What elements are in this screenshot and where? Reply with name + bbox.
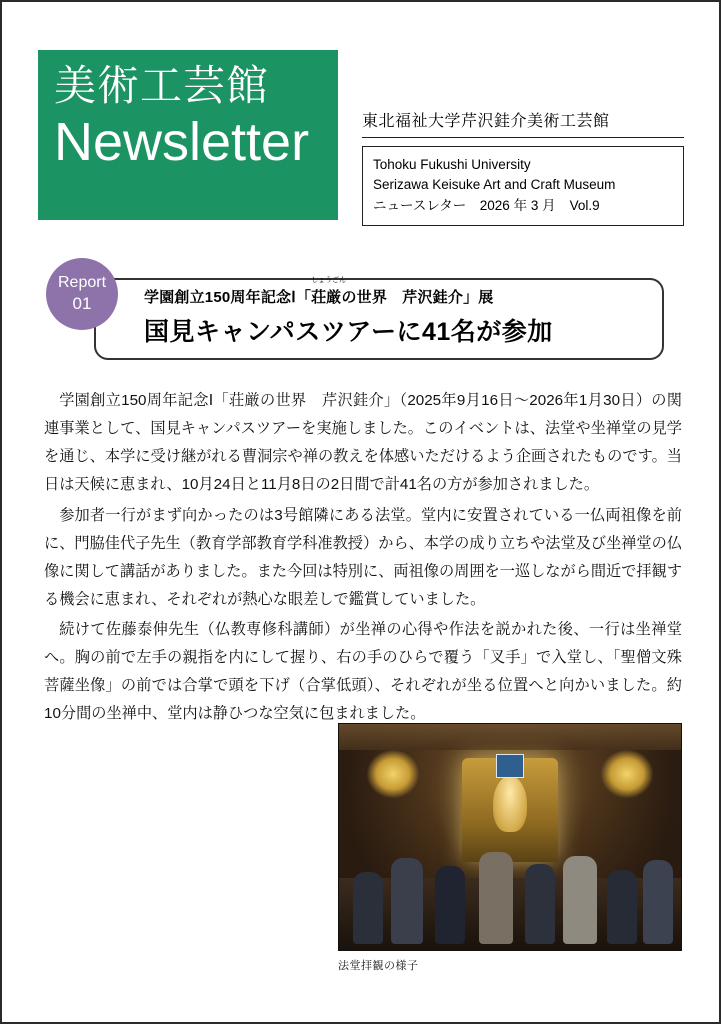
masthead-title-jp: 美術工芸館 [54,62,270,109]
report-subtitle-post: の世界 芹沢銈介」展 [341,289,494,306]
report-title-box [94,278,664,360]
report-badge [46,258,118,330]
info-line-en1: Tohoku Fukushi University [373,157,531,172]
ruby-shougon [311,277,347,307]
photo-lamp-left [367,750,419,798]
photo-lamp-right [601,750,653,798]
photo-person [525,864,555,944]
article-paragraph-2: 参加者一行がまず向かったのは3号館隣にある法堂。堂内に安置されている一仏両祖像を前に、門脇佳代子先生（教育学部教育学科准教授）から、本学の成り立ちや法堂及び坐禅堂の仏像に関して講話がありました。また今回は特別に、両祖像の周囲を一巡しながら間近で拝観する機会に恵まれ、それぞれが熱心な眼差しで鑑賞していました。 [44,506,683,608]
photo-person [563,856,597,944]
article-paragraph-3: 続けて佐藤泰伸先生（仏教専修科講師）が坐禅の心得や作法を説かれた後、一行は坐禅堂へ。胸の前で左手の親指を内にして握り、右の手のひらで覆う「叉手」で入堂し、「聖僧文殊菩薩坐像」の前では合掌で頭を下げ（合掌低頭）、それぞれが坐る位置へと向かいました。約10分間の坐禅中、堂内は静ひつな空気に包まれました。 [44,621,682,723]
photo-person [391,858,423,944]
ruby-text-shougon: しょうごん [311,277,347,284]
masthead-title-en: Newsletter [54,112,310,173]
photo-person [643,860,673,944]
photo-block [338,723,682,973]
article-paragraph-1: 学園創立150周年記念Ⅰ「荘厳の世界 芹沢銈介」（2025年9月16日〜2026年1月30日）の関連事業として、国見キャンパスツアーを実施しました。このイベントは、法堂や坐禅堂の見学を通じ、本学に受け継がれる曹洞宗や禅の教えを体感いただけるよう企画されたものです。当日は天候に恵まれ、10月24日と11月8日の2日間で計41名の方が参加されました。 [44,392,682,494]
photo-person [435,866,465,944]
photo-banner [496,754,524,778]
publication-info-box [362,146,684,226]
issue-volume: Vol.9 [569,197,600,213]
ruby-base-shougon: 荘厳 [311,289,342,306]
report-badge-number: 01 [72,294,92,314]
photo-person [479,852,513,944]
report-title: 国見キャンパスツアーに41名が参加 [144,318,553,346]
hall-visit-photo [338,723,682,951]
report-subtitle [144,277,662,307]
info-line-issue [373,196,673,216]
report-badge-label: Report [57,274,107,292]
photo-buddha-statue [493,776,527,832]
photo-ceiling [339,724,681,750]
article-body [44,387,682,731]
photo-person [607,870,637,944]
photo-caption: 法堂拝観の様子 [338,960,419,972]
photo-person [353,872,383,944]
report-subtitle-pre: 学園創立150周年記念Ⅰ「 [144,289,312,306]
info-line-en2: Serizawa Keisuke Art and Craft Museum [373,177,616,193]
university-name: 東北福祉大学芹沢銈介美術工芸館 [362,108,684,138]
header-right-block [362,108,684,226]
masthead [38,50,338,220]
issue-date: ニュースレター 2026 年 3 月 [373,197,556,213]
